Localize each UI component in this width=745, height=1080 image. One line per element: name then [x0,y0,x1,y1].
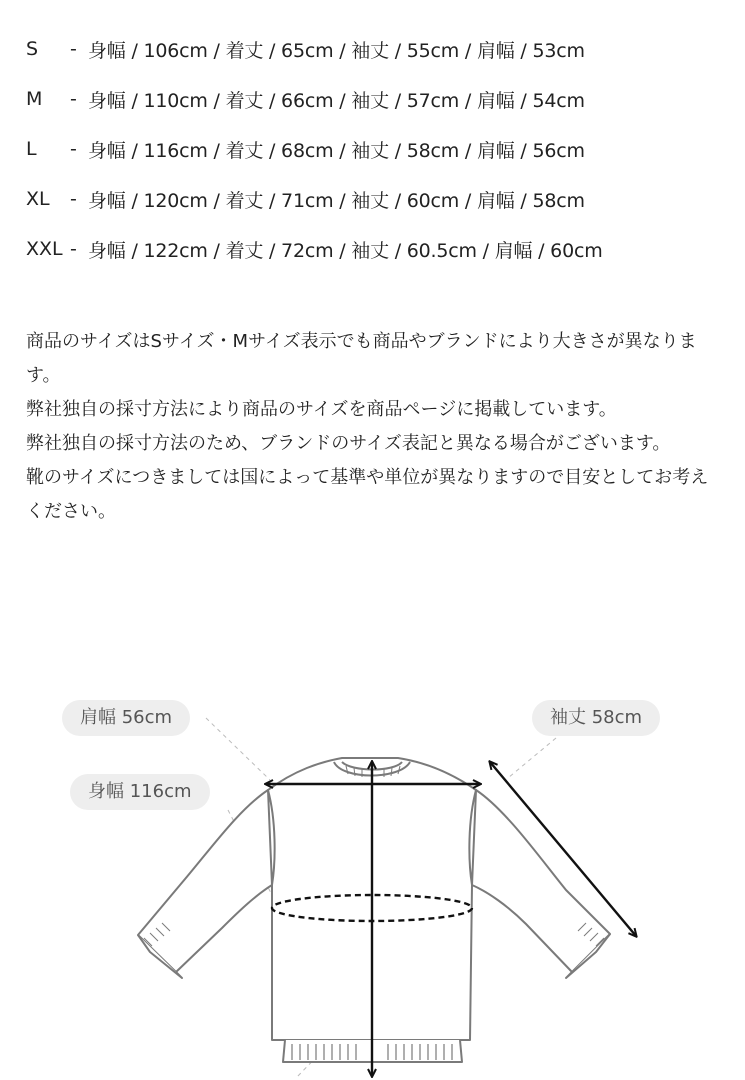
size-row-xl [26,174,726,224]
size-chart [26,24,726,274]
size-measurements: 身幅 / 120cm / 着丈 / 71cm / 袖丈 / 60cm / 肩幅 / 58cm [88,189,585,212]
size-measurements: 身幅 / 122cm / 着丈 / 72cm / 袖丈 / 60.5cm / 肩幅 / 60cm [88,239,603,262]
size-dash: - [70,238,77,260]
sweater-outline [138,758,610,1062]
note-paragraph: 靴のサイズにつきましては国によって基準や単位が異なりますので目安としてお考えください。 [26,467,709,522]
size-measurements: 身幅 / 110cm / 着丈 / 66cm / 袖丈 / 57cm / 肩幅 / 54cm [88,89,585,112]
shoulder-width-label: 肩幅 56cm [62,700,190,736]
sleeve-length-label: 袖丈 58cm [532,700,660,736]
size-row-s [26,24,726,74]
size-dash: - [70,88,77,110]
size-dash: - [70,38,77,60]
size-dash: - [70,188,77,210]
measurement-diagram [0,690,745,1080]
size-dash: - [70,138,77,160]
note-paragraph: 商品のサイズはSサイズ・Mサイズ表示でも商品やブランドにより大きさが異なります。 [26,331,697,386]
size-label: XXL [26,238,63,260]
size-row-l [26,124,726,174]
size-measurements: 身幅 / 116cm / 着丈 / 68cm / 袖丈 / 58cm / 肩幅 / 56cm [88,139,585,162]
size-measurements: 身幅 / 106cm / 着丈 / 65cm / 袖丈 / 55cm / 肩幅 / 53cm [88,39,585,62]
note-paragraph: 弊社独自の採寸方法により商品のサイズを商品ページに掲載しています。 [26,399,617,420]
size-row-m [26,74,726,124]
size-label: S [26,38,39,60]
sweater-illustration [0,690,745,1080]
size-label: XL [26,188,50,210]
body-width-label: 身幅 116cm [70,774,210,810]
size-row-xxl [26,224,726,274]
size-label: M [26,88,43,110]
size-label: L [26,138,37,160]
note-paragraph: 弊社独自の採寸方法のため、ブランドのサイズ表記と異なる場合がございます。 [26,433,671,454]
size-notes [26,325,726,529]
